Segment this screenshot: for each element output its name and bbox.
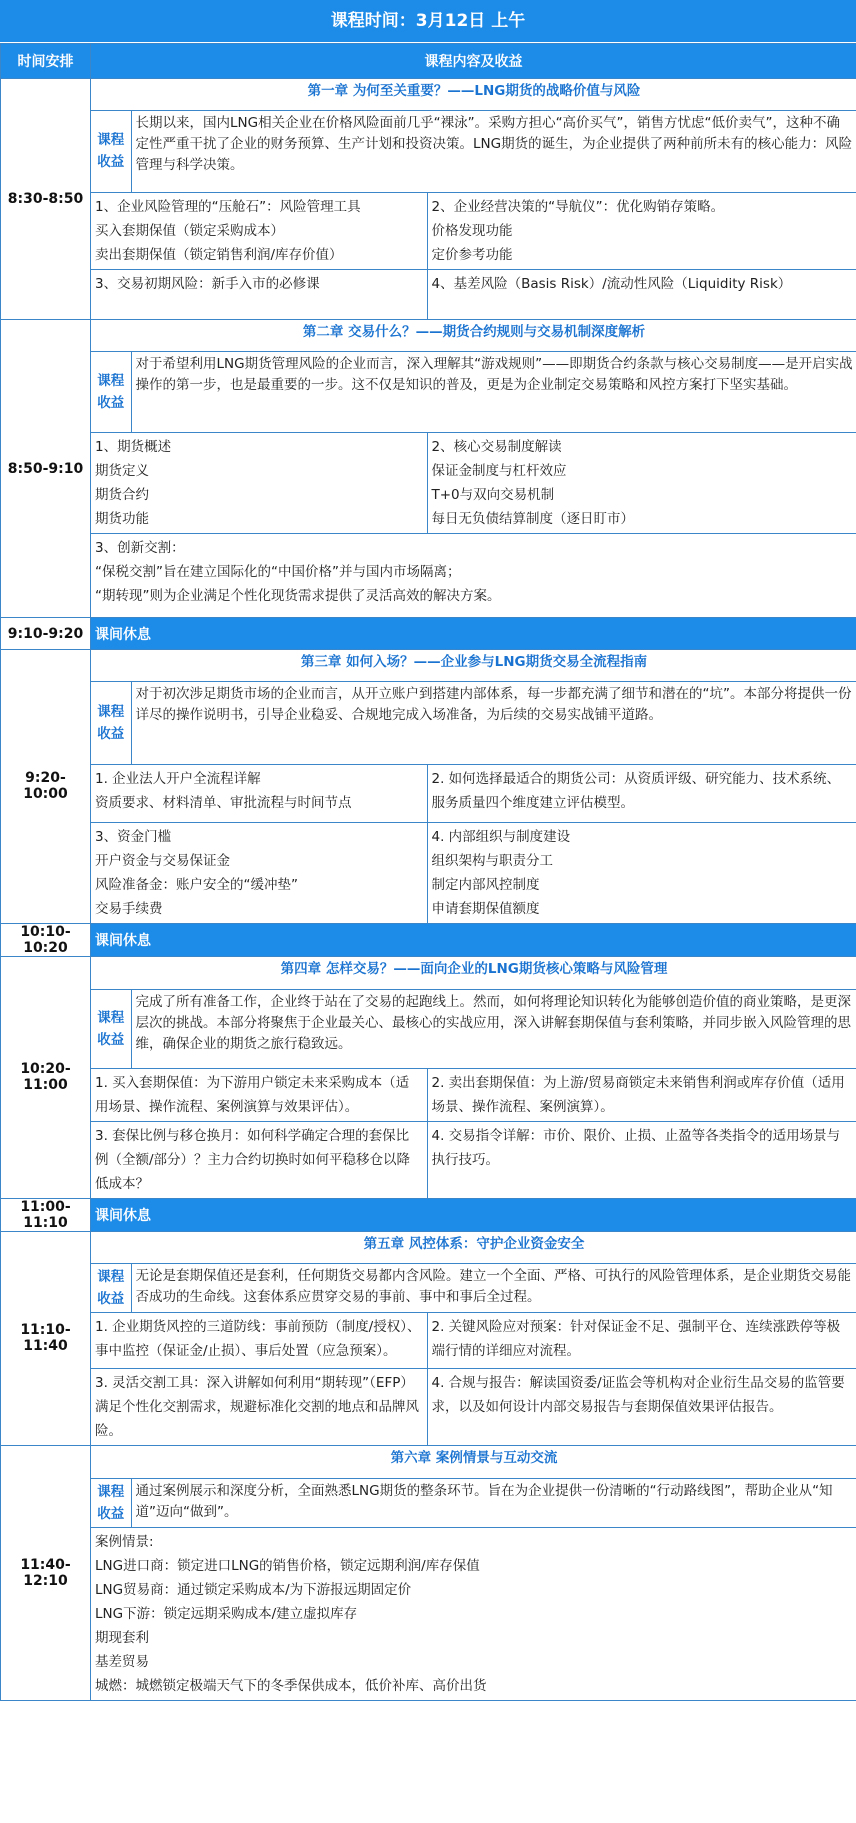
- topic-line: 1、企业风险管理的“压舱石”：风险管理工具: [95, 198, 361, 215]
- course-gain-label: [91, 681, 131, 764]
- gain-label-line: 课程: [97, 1484, 125, 1500]
- session-time: 9:20-10:00: [1, 650, 91, 924]
- topic-line: 制定内部风控制度: [431, 876, 540, 893]
- session-time: 11:10-11:40: [1, 1232, 91, 1446]
- topic-cell: [427, 192, 856, 269]
- topic-cell: [427, 269, 856, 319]
- topic-line: 组织架构与职责分工: [431, 852, 553, 869]
- course-gain-description: 完成了所有准备工作，企业终于站在了交易的起跑线上。然而，如何将理论知识转化为能够创造价值的商业策略，是更深层次的挑战。本部分将聚焦于企业最关心、最核心的实战应用，深入讲解套期保值与套利策略，并同步嵌入风险管理的思维，确保企业的期货之旅行稳致远。: [131, 990, 856, 1069]
- session-row: [1, 1232, 856, 1446]
- topic-cell: [91, 269, 427, 319]
- gain-label-line: 收益: [97, 1032, 125, 1048]
- gain-label-line: 收益: [97, 1506, 125, 1522]
- topic-line: 2. 卖出套期保值：为上游/贸易商锁定未来销售利润或库存价值（适用场景、操作流程、案例演算）。: [431, 1075, 845, 1115]
- topic-line: 3. 套保比例与移仓换月：如何科学确定合理的套保比例（全额/部分）？主力合约切换时如何平稳移仓以降低成本？: [95, 1128, 411, 1192]
- session-row: [1, 79, 856, 320]
- chapter-title: 第五章 风控体系：守护企业资金安全: [91, 1232, 856, 1263]
- topic-cell: [91, 764, 427, 822]
- schedule-table: [0, 43, 856, 1701]
- topic-cell: [427, 432, 856, 533]
- topic-line: 买入套期保值（锁定采购成本）: [95, 222, 284, 239]
- break-row: [1, 923, 856, 956]
- chapter-title: 第六章 案例情景与互动交流: [91, 1446, 856, 1479]
- topic-line: 交易手续费: [95, 900, 163, 917]
- course-gain-label: [91, 1263, 131, 1312]
- topic-line: 1. 企业法人开户全流程详解: [95, 770, 261, 787]
- topic-line: 3、资金门槛: [95, 828, 172, 845]
- topic-cell: [91, 533, 856, 617]
- chapter-title: 第一章 为何至关重要？——LNG期货的战略价值与风险: [91, 79, 856, 110]
- course-gain-description: 无论是套期保值还是套利，任何期货交易都内含风险。建立一个全面、严格、可执行的风险管理体系，是企业期货交易能否成功的生命线。这套体系应贯穿交易的事前、事中和事后全过程。: [131, 1263, 856, 1312]
- course-gain-label: [91, 351, 131, 432]
- chapter-title: 第四章 怎样交易？——面向企业的LNG期货核心策略与风险管理: [91, 957, 856, 990]
- gain-label-line: 收益: [97, 154, 125, 170]
- gain-label-line: 课程: [97, 372, 125, 389]
- session-time: 11:40-12:10: [1, 1445, 91, 1701]
- break-row: [1, 618, 856, 650]
- topic-line: LNG进口商：锁定进口LNG的销售价格，锁定远期利润/库存保值: [95, 1558, 480, 1574]
- topic-line: 1. 买入套期保值：为下游用户锁定未来采购成本（适用场景、操作流程、案例演算与效果评估）。: [95, 1075, 410, 1115]
- chapter-title: 第三章 如何入场？——企业参与LNG期货交易全流程指南: [91, 650, 856, 681]
- topic-line: 4. 内部组织与制度建设: [431, 828, 571, 845]
- topic-line: 资质要求、材料清单、审批流程与时间节点: [95, 794, 352, 811]
- topic-cell: [91, 1122, 427, 1199]
- topic-line: 每日无负债结算制度（逐日盯市）: [431, 510, 634, 527]
- course-gain-description: 通过案例展示和深度分析，全面熟悉LNG期货的整条环节。旨在为企业提供一份清晰的“行动路线图”，帮助企业从“知道”迈向“做到”。: [131, 1479, 856, 1528]
- topic-line: “期转现”则为企业满足个性化现货需求提供了灵活高效的解决方案。: [95, 587, 501, 604]
- topic-line: 期货合约: [95, 486, 149, 503]
- topic-line: 2. 如何选择最适合的期货公司：从资质评级、研究能力、技术系统、服务质量四个维度建立评估模型。: [431, 770, 841, 811]
- topic-line: T+0与双向交易机制: [431, 486, 555, 503]
- gain-label-line: 收益: [97, 1290, 125, 1307]
- topic-line: 定价参考功能: [431, 246, 513, 263]
- session-row: [1, 650, 856, 924]
- session-content: [91, 956, 856, 1199]
- content-column-header: 课程内容及收益: [91, 44, 856, 79]
- session-time: 8:30-8:50: [1, 79, 91, 320]
- topic-line: 期货定义: [95, 462, 149, 479]
- session-time: 10:10-10:20: [1, 923, 91, 956]
- session-time: 10:20-11:00: [1, 956, 91, 1199]
- gain-label-line: 收益: [97, 725, 125, 742]
- session-time: 11:00-11:10: [1, 1199, 91, 1232]
- session-time: 9:10-9:20: [1, 618, 91, 650]
- session-time: 8:50-9:10: [1, 320, 91, 618]
- topic-cell: [427, 764, 856, 822]
- session-content: [91, 1232, 856, 1446]
- topic-cell: [91, 822, 427, 923]
- gain-label-line: 课程: [97, 1010, 125, 1026]
- topic-line: 1. 企业期货风控的三道防线：事前预防（制度/授权）、事中监控（保证金/止损）、事后处置（应急预案）。: [95, 1318, 421, 1359]
- course-time-banner: 课程时间：3月12日 上午: [0, 0, 856, 43]
- gain-label-line: 课程: [97, 1268, 125, 1285]
- session-row: [1, 956, 856, 1199]
- session-content: [91, 650, 856, 924]
- break-label: 课间休息: [91, 618, 856, 650]
- course-gain-label: [91, 990, 131, 1069]
- topic-line: 案例情景:: [95, 1534, 154, 1550]
- break-label: 课间休息: [91, 923, 856, 956]
- course-gain-label: [91, 110, 131, 192]
- topic-cell: [91, 1312, 427, 1368]
- topic-line: 城燃：城燃锁定极端天气下的冬季保供成本，低价补库、高价出货: [95, 1678, 487, 1694]
- topic-cell: [91, 1069, 427, 1122]
- topic-line: 4、基差风险（Basis Risk）/流动性风险（Liquidity Risk）: [431, 275, 792, 292]
- topic-line: 保证金制度与杠杆效应: [431, 462, 567, 479]
- topic-line: 期现套利: [95, 1630, 149, 1646]
- gain-label-line: 课程: [97, 132, 125, 148]
- topic-line: LNG贸易商：通过锁定采购成本/为下游报远期固定价: [95, 1582, 412, 1598]
- topic-line: 期货功能: [95, 510, 149, 527]
- time-column-header: 时间安排: [1, 44, 91, 79]
- topic-line: 1、期货概述: [95, 438, 172, 455]
- topic-cell: [427, 1069, 856, 1122]
- course-gain-label: [91, 1479, 131, 1528]
- topic-line: 2. 关键风险应对预案：针对保证金不足、强制平仓、连续涨跌停等极端行情的详细应对流程。: [431, 1318, 841, 1359]
- course-gain-description: 长期以来，国内LNG相关企业在价格风险面前几乎“裸泳”。采购方担心“高价买气”，销售方忧虑“低价卖气”，这种不确定性严重干扰了企业的财务预算、生产计划和投资决策。LNG期货的诞生，为企业提供了两种前所未有的核心能力：风险管理与科学决策。: [131, 110, 856, 192]
- topic-cell: [91, 1528, 856, 1701]
- topic-cell: [427, 1368, 856, 1445]
- session-content: [91, 320, 856, 618]
- topic-cell: [427, 822, 856, 923]
- topic-line: LNG下游：锁定远期采购成本/建立虚拟库存: [95, 1606, 358, 1622]
- topic-line: 风险准备金：账户安全的“缓冲垫”: [95, 876, 298, 893]
- topic-cell: [91, 192, 427, 269]
- topic-line: 基差贸易: [95, 1654, 149, 1670]
- chapter-title: 第二章 交易什么？——期货合约规则与交易机制深度解析: [91, 320, 856, 351]
- topic-line: 3、创新交割：: [95, 539, 185, 556]
- topic-line: 3、交易初期风险：新手入市的必修课: [95, 275, 320, 292]
- topic-line: 价格发现功能: [431, 222, 513, 239]
- schedule-body: [1, 79, 856, 1701]
- session-content: [91, 1445, 856, 1701]
- topic-line: 2、企业经营决策的“导航仪”：优化购销存策略。: [431, 198, 725, 215]
- session-content: [91, 79, 856, 320]
- break-label: 课间休息: [91, 1199, 856, 1232]
- break-row: [1, 1199, 856, 1232]
- topic-line: 4. 交易指令详解：市价、限价、止损、止盈等各类指令的适用场景与执行技巧。: [431, 1128, 841, 1168]
- topic-cell: [91, 1368, 427, 1445]
- topic-line: 开户资金与交易保证金: [95, 852, 230, 869]
- topic-line: 4. 合规与报告：解读国资委/证监会等机构对企业衍生品交易的监管要求，以及如何设计内部交易报告与套期保值效果评估报告。: [431, 1374, 845, 1415]
- session-row: [1, 1445, 856, 1701]
- session-row: [1, 320, 856, 618]
- topic-cell: [427, 1122, 856, 1199]
- topic-line: “保税交割”旨在建立国际化的“中国价格”并与国内市场隔离；: [95, 563, 461, 580]
- topic-line: 卖出套期保值（锁定销售利润/库存价值）: [95, 246, 343, 263]
- gain-label-line: 课程: [97, 703, 125, 720]
- course-gain-description: 对于希望利用LNG期货管理风险的企业而言，深入理解其“游戏规则”——即期货合约条款与核心交易制度——是开启实战操作的第一步，也是最重要的一步。这不仅是知识的普及，更是为企业制定交易策略和风控方案打下坚实基础。: [131, 351, 856, 432]
- topic-line: 2、核心交易制度解读: [431, 438, 562, 455]
- course-gain-description: 对于初次涉足期货市场的企业而言，从开立账户到搭建内部体系，每一步都充满了细节和潜在的“坑”。本部分将提供一份详尽的操作说明书，引导企业稳妥、合规地完成入场准备，为后续的交易实战铺平道路。: [131, 681, 856, 764]
- topic-line: 3. 灵活交割工具：深入讲解如何利用“期转现”（EFP）满足个性化交割需求，规避标准化交割的地点和品牌风险。: [95, 1374, 419, 1439]
- topic-cell: [427, 1312, 856, 1368]
- topic-cell: [91, 432, 427, 533]
- gain-label-line: 收益: [97, 394, 125, 411]
- topic-line: 申请套期保值额度: [431, 900, 540, 917]
